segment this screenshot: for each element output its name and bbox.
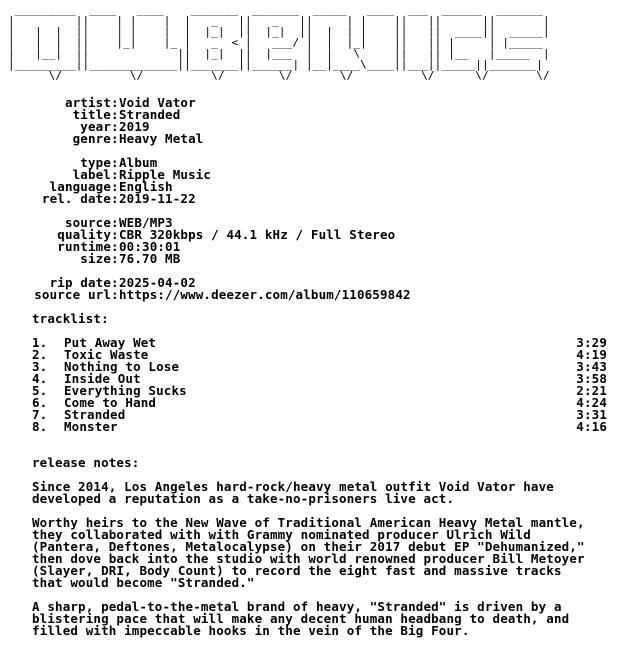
track-row	[32, 409, 607, 421]
track-name: Stranded	[64, 407, 126, 422]
meta-key: label	[72, 167, 111, 182]
track-number: 6.	[32, 395, 48, 410]
ascii-banner: _________ ____ ____ _______ _______ _____ ____ ___ ______ _______ | || | | | | _ || _ || | | || || || | | | | || | | | | |_| || |_| || | | | || || ____|| _____| | | | || |_| |_ | _ < | ___/ | | |_| || || | | |_____ | |__| || || |_| || |___ | | \ || || |__ |_____ | |_________||_____________||_______||______| |__|____\____||___||_____||_______| \/ \/ \/ \/ \/ \/ \/ \/	[8, 3, 550, 82]
track-name: Come to Hand	[64, 395, 157, 410]
release-notes-paragraph: A sharp, pedal-to-the-metal brand of heavy, "Stranded" is driven by a blistering pace that will make any decent human headbang to death, and filled with impeccable hooks in the vein of the Big Four.	[32, 599, 570, 638]
meta-block-3	[8, 217, 628, 265]
meta-row: label : Ripple Music	[8, 169, 628, 181]
track-name: Toxic Waste	[64, 347, 149, 362]
track-number: 7.	[32, 407, 48, 422]
track-row	[32, 421, 607, 433]
track-number: 8.	[32, 419, 48, 434]
meta-key: year	[80, 119, 111, 134]
meta-row: artist : Void Vator	[8, 97, 628, 109]
meta-key: runtime	[57, 239, 111, 254]
track-name: Nothing to Lose	[64, 359, 180, 374]
track-number: 5.	[32, 383, 48, 398]
track-name: Monster	[64, 419, 118, 434]
track-time: 3:31	[576, 407, 607, 422]
meta-row: source url : https://www.deezer.com/album/110659842	[8, 289, 628, 301]
track-number: 1.	[32, 335, 48, 350]
meta-value: English	[119, 179, 173, 194]
meta-key: source	[64, 215, 111, 230]
meta-value: 2025-04-02	[119, 275, 196, 290]
track-number: 3.	[32, 359, 48, 374]
tracklist	[8, 337, 628, 433]
meta-value: 76.70 MB	[119, 251, 181, 266]
meta-key: artist	[64, 95, 111, 110]
meta-value: Stranded	[119, 107, 181, 122]
release-notes-heading: release notes:	[32, 455, 140, 470]
meta-key: size	[80, 251, 111, 266]
meta-row: type : Album	[8, 157, 628, 169]
meta-value: 2019-11-22	[119, 191, 196, 206]
track-time: 4:16	[576, 419, 607, 434]
meta-row: title : Stranded	[8, 109, 628, 121]
track-name: Put Away Wet	[64, 335, 157, 350]
track-time: 4:24	[576, 395, 607, 410]
meta-value: CBR 320kbps / 44.1 kHz / Full Stereo	[119, 227, 396, 242]
meta-row: language : English	[8, 181, 628, 193]
meta-value: WEB/MP3	[119, 215, 173, 230]
source-url[interactable]: https://www.deezer.com/album/110659842	[119, 287, 411, 302]
meta-value: 2019	[119, 119, 150, 134]
meta-value: Album	[119, 155, 158, 170]
release-notes-paragraph: Worthy heirs to the New Wave of Traditional American Heavy Metal mantle, they collaborated with with Grammy nominated producer Ulrich Wild (Pantera, Deftones, Metalocalypse) on their 2017 debut EP "Dehumanized," then dove back into the studio with world renowned producer Bill Metoyer (Slayer, DRI, Body Count) to record the eight fast and massive tracks that would become "Stranded."	[32, 515, 585, 590]
meta-key: language	[49, 179, 111, 194]
meta-row: genre : Heavy Metal	[8, 133, 628, 145]
meta-row: quality : CBR 320kbps / 44.1 kHz / Full Stereo	[8, 229, 628, 241]
track-time: 3:43	[576, 359, 607, 374]
track-number: 2.	[32, 347, 48, 362]
meta-value: Void Vator	[119, 95, 196, 110]
meta-key: title	[72, 107, 111, 122]
meta-value: 00:30:01	[119, 239, 181, 254]
meta-block-1	[8, 97, 628, 145]
nfo-document	[8, 4, 628, 637]
track-time: 3:29	[576, 335, 607, 350]
tracklist-heading: tracklist:	[32, 311, 109, 326]
track-number: 4.	[32, 371, 48, 386]
meta-row: source : WEB/MP3	[8, 217, 628, 229]
meta-key: rel. date	[41, 191, 111, 206]
meta-row: size : 76.70 MB	[8, 253, 628, 265]
release-notes-paragraph: Since 2014, Los Angeles hard-rock/heavy metal outfit Void Vator have developed a reputation as a take-no-prisoners live act.	[32, 479, 554, 506]
track-name: Everything Sucks	[64, 383, 187, 398]
track-time: 3:58	[576, 371, 607, 386]
meta-block-4	[8, 277, 628, 301]
meta-key: type	[80, 155, 111, 170]
meta-row: runtime : 00:30:01	[8, 241, 628, 253]
meta-row: rip date : 2025-04-02	[8, 277, 628, 289]
meta-block-2	[8, 157, 628, 205]
meta-value: Ripple Music	[119, 167, 212, 182]
meta-row: year : 2019	[8, 121, 628, 133]
meta-key: quality	[57, 227, 111, 242]
meta-key: rip date	[49, 275, 111, 290]
meta-key: genre	[72, 131, 111, 146]
meta-row: rel. date : 2019-11-22	[8, 193, 628, 205]
track-time: 4:19	[576, 347, 607, 362]
track-name: Inside Out	[64, 371, 141, 386]
track-time: 2:21	[576, 383, 607, 398]
meta-value: Heavy Metal	[119, 131, 204, 146]
meta-key: source url	[34, 287, 111, 302]
